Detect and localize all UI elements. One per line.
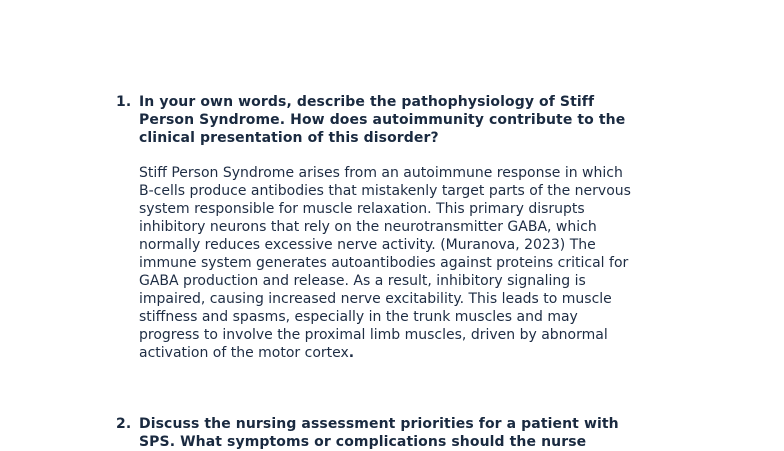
question-item-2 [116,415,716,451]
answer-line: GABA production and release. As a result, inhibitory signaling is [139,273,586,289]
question-text [139,415,699,451]
question-number: 2. [116,416,132,432]
answer-line: impaired, causing increased nerve excitability. This leads to muscle [139,291,612,307]
answer-line-text: activation of the motor cortex [139,345,349,361]
question-line: SPS. What symptoms or complications should the nurse [139,434,587,450]
question-line: In your own words, describe the pathophysiology of Stiff [139,94,595,110]
question-line: Person Syndrome. How does autoimmunity contribute to the [139,112,626,128]
answer-line: inhibitory neurons that rely on the neurotransmitter GABA, which [139,219,597,235]
answer-line: normally reduces excessive nerve activity. (Muranova, 2023) The [139,237,596,253]
question-item-1 [116,93,716,362]
answer-line-last [139,344,699,362]
question-text [139,93,699,147]
answer-line: stiffness and spasms, especially in the trunk muscles and may [139,309,578,325]
answer-line: B-cells produce antibodies that mistakenly target parts of the nervous [139,183,631,199]
answer-text [139,164,699,362]
answer-line: system responsible for muscle relaxation. This primary disrupts [139,201,585,217]
answer-line: immune system generates autoantibodies against proteins critical for [139,255,629,271]
question-line: Discuss the nursing assessment priorities for a patient with [139,416,619,432]
answer-period: . [348,345,355,361]
question-line: clinical presentation of this disorder? [139,130,439,146]
question-number: 1. [116,94,132,110]
answer-line: Stiff Person Syndrome arises from an autoimmune response in which [139,165,623,181]
answer-line: progress to involve the proximal limb muscles, driven by abnormal [139,327,608,343]
